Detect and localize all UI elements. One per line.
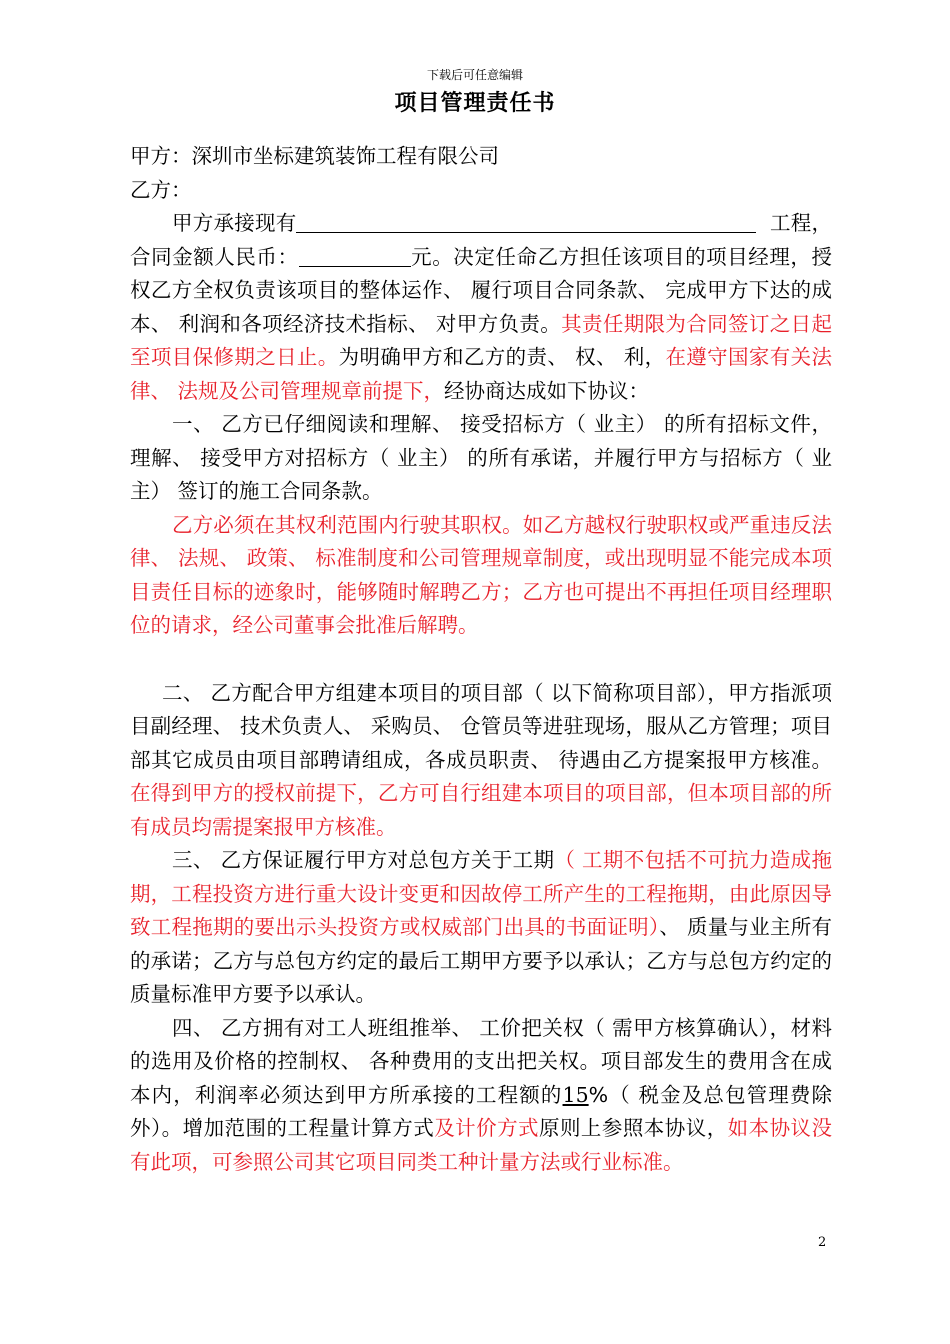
contract-amount-blank <box>299 244 411 267</box>
document-body <box>130 140 832 1179</box>
intro-text-2: 工程，合同金额人民币： <box>130 211 833 269</box>
intro-term-red: 其责任期限为合同签订之日起至项目保修期之日止。 <box>130 311 832 369</box>
party-b-line: 乙方： <box>130 177 192 202</box>
intro-text-1: 甲方承接现有 <box>172 211 297 235</box>
intro-text-3: 元。决定任命乙方担任该项目的项目经理，授权乙方全权负责该项目的整体运作、 履行项目合同条款、 完成甲方下达的成本、 利润和各项经济技术指标、 对甲方负责。 <box>130 244 833 336</box>
clause-4-text-3: 原则上参照本协议， <box>539 1116 728 1140</box>
party-a-line: 甲方：深圳市坐标建筑装饰工程有限公司 <box>130 144 499 168</box>
document-title: 项目管理责任书 <box>394 91 556 116</box>
page-number: 2 <box>818 1235 827 1250</box>
clause-3 <box>130 844 832 1012</box>
intro-text-5: 为明确甲方和乙方的责、 权、 利， <box>338 345 666 369</box>
clause-3-text-1: 三、 乙方保证履行甲方对总包方关于工期 <box>172 848 555 872</box>
header-note: 下载后可任意编辑 <box>426 68 523 82</box>
clause-4-red-2: 如本协议没有此项，可参照公司其它项目同类工种计量方法或行业标准。 <box>130 1116 833 1174</box>
clause-4-text-2: %（ 税金及总包管理费除外）。增加范围的工程量计算方式 <box>130 1082 833 1140</box>
project-name-blank <box>296 210 756 233</box>
clause-2 <box>130 677 832 845</box>
clause-2-red: 在得到甲方的授权前提下，乙方可自行组建本项目的项目部，但本项目部的所有成员均需提案报甲方核准。 <box>130 781 832 839</box>
clause-2-text: 二、 乙方配合甲方组建本项目的项目部（ 以下简称项目部），甲方指派项目副经理、 技术负责人、 采购员、 仓管员等进驻现场，服从乙方管理；项目部其它成员由项目部聘请组成，各成员职责、 待遇由乙方提案报甲方核准。 <box>130 680 832 772</box>
paragraph-gap <box>130 643 832 677</box>
clause-3-text-2: 、 质量与业主所有的承诺；乙方与总包方约定的最后工期甲方要予以承认；乙方与总包方约定的质量标准甲方要予以承认。 <box>130 915 832 1006</box>
clause-4-red-1: 及计价方式 <box>434 1116 539 1140</box>
profit-rate-value: 15 <box>562 1082 589 1107</box>
intro-law-red: 在遵守国家有关法律、 法规及公司管理规章前提下， <box>130 345 833 403</box>
clause-1: 一、 乙方已仔细阅读和理解、 接受招标方（ 业主） 的所有招标文件，理解、 接受甲方对招标方（ 业主） 的所有承诺，并履行甲方与招标方（ 业主） 签订的施工合同条款。 <box>130 412 832 503</box>
clause-1-red: 乙方必须在其权利范围内行驶其职权。如乙方越权行驶职权或严重违反法律、 法规、 政策、 标准制度和公司管理规章制度，或出现明显不能完成本项目责任目标的迹象时，能够随时解聘乙方；乙方也可提出不再担任项目经理职位的请求，经公司董事会批准后解聘。 <box>130 512 832 637</box>
intro-paragraph <box>130 207 832 408</box>
clause-4-text-1: 四、 乙方拥有对工人班组推举、 工价把关权（ 需甲方核算确认），材料的选用及价格的控制权、 各种费用的支出把关权。项目部发生的费用含在成本内，利润率必须达到甲方所承接的工程额的 <box>130 1015 832 1107</box>
clause-4 <box>130 1012 832 1180</box>
intro-text-7: 经协商达成如下协议： <box>444 378 650 403</box>
clause-3-red: （ 工期不包括不可抗力造成拖期，工程投资方进行重大设计变更和因故停工所产生的工程拖期，由此原因导致工程拖期的要出示头投资方或权威部门出具的书面证明） <box>130 848 833 939</box>
